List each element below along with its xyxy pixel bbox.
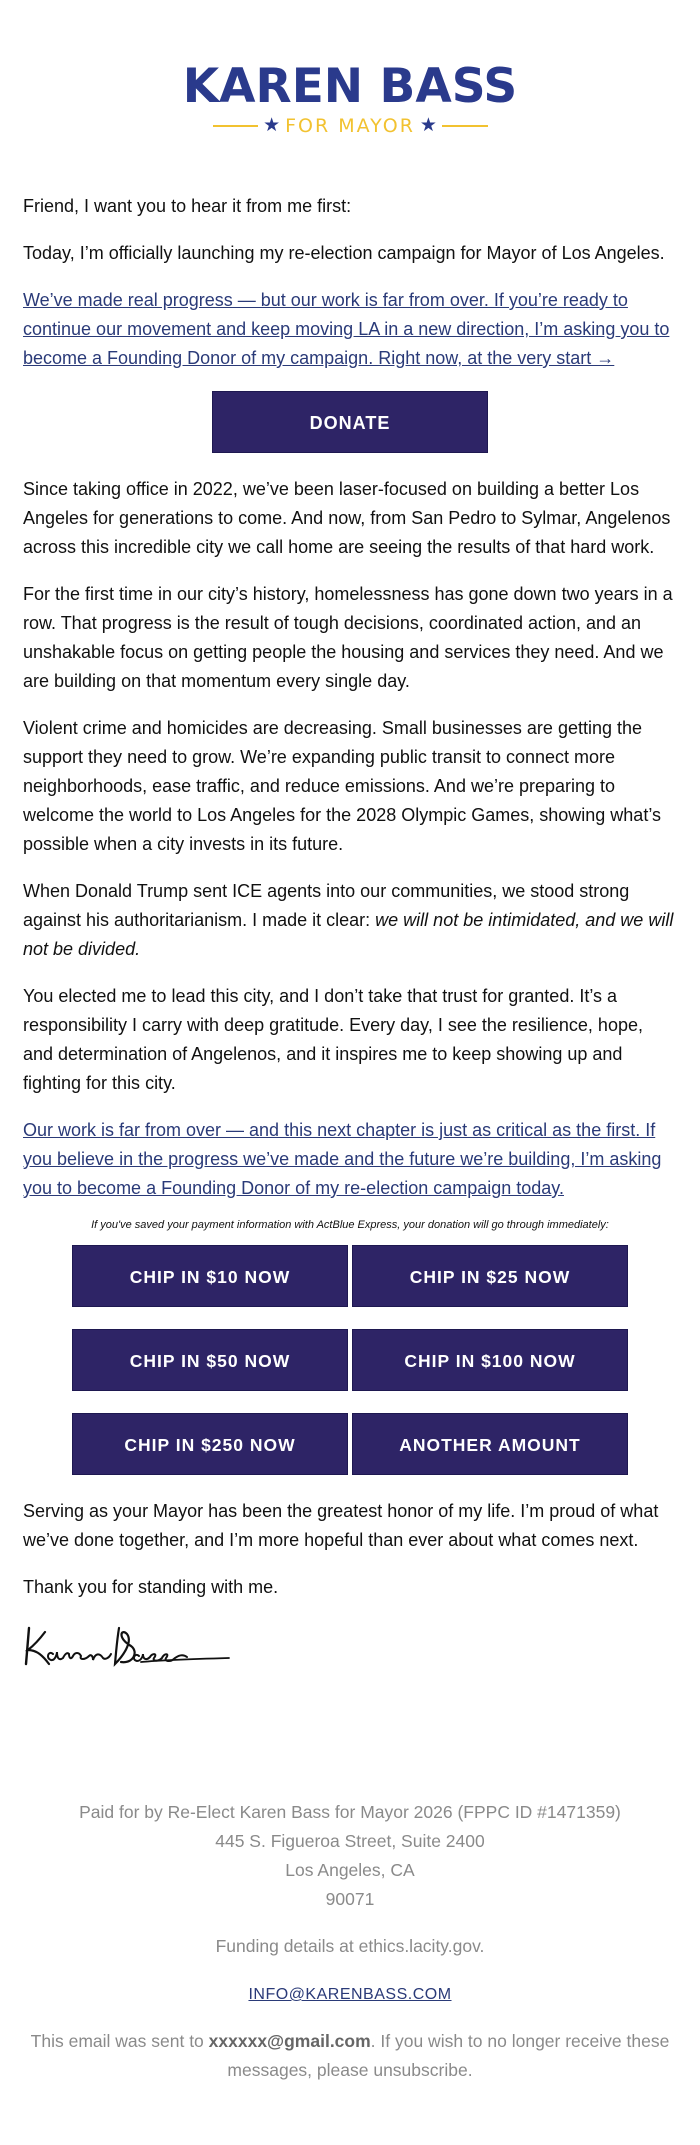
- star-icon: ★: [419, 115, 437, 136]
- chip-in-10-button[interactable]: CHIP IN $10 NOW: [72, 1245, 348, 1307]
- donate-button[interactable]: DONATE: [212, 391, 488, 453]
- contact-email-link[interactable]: INFO@KARENBASS.COM: [248, 1986, 452, 2003]
- address-zip: 90071: [325, 1889, 375, 1909]
- greeting: Friend, I want you to hear it from me first:: [23, 196, 352, 216]
- paragraph-elected: You elected me to lead this city, and I don’t take that trust for granted. It’s a responsibility I carry with deep gratitude. Every day, I see the resilience, hope, and determination of Angelenos, and it inspires me to keep showing up and fighting for this city.: [23, 986, 643, 1093]
- paragraph-trump-emphasis: we will not be intimidated, and we will not be divided.: [23, 910, 674, 959]
- address-line-1: 445 S. Figueroa Street, Suite 2400: [215, 1831, 485, 1851]
- logo-right-rule: [442, 125, 488, 127]
- logo-subtitle-row: [213, 114, 488, 138]
- email-body: [23, 192, 677, 1672]
- paragraph-thanks: Thank you for standing with me.: [23, 1577, 279, 1597]
- chip-in-250-button[interactable]: CHIP IN $250 NOW: [72, 1413, 348, 1475]
- chip-in-25-button[interactable]: CHIP IN $25 NOW: [352, 1245, 628, 1307]
- another-amount-button[interactable]: ANOTHER AMOUNT: [352, 1413, 628, 1475]
- signature: [23, 1620, 677, 1672]
- campaign-logo: [0, 59, 700, 138]
- logo-name: KAREN BASS: [182, 59, 518, 114]
- paragraph-crime: Violent crime and homicides are decreasing. Small businesses are getting the support they need to grow. We’re expanding public transit to connect more neighborhoods, ease traffic, and reduce emissions. And we’re preparing to welcome the world to Los Angeles for the 2028 Olympic Games, showing what’s possible when a city invests in its future.: [23, 718, 661, 854]
- star-icon: ★: [263, 115, 281, 136]
- actblue-note: If you've saved your payment information with ActBlue Express, your donation will go through immediately:: [91, 1219, 609, 1231]
- chip-in-50-button[interactable]: CHIP IN $50 NOW: [72, 1329, 348, 1391]
- paragraph-homelessness: For the first time in our city’s history, homelessness has gone down two years in a row. That progress is the result of tough decisions, coordinated action, and an unshakable focus on getting people the housing and services they need. And we are building on that momentum every single day.: [23, 584, 673, 691]
- paragraph-trump-text: When Donald Trump sent ICE agents into our communities, we stood strong against his authoritarianism. I made it clear:: [23, 881, 630, 930]
- paid-for-line: Paid for by Re-Elect Karen Bass for Mayor 2026 (FPPC ID #1471359): [79, 1802, 621, 1822]
- logo-left-rule: [213, 125, 259, 127]
- funding-details: Funding details at ethics.lacity.gov.: [215, 1936, 485, 1956]
- address-line-2: Los Angeles, CA: [285, 1860, 415, 1880]
- footer: [23, 1798, 677, 2085]
- sent-to-prefix: This email was sent to: [30, 2031, 209, 2051]
- sent-to-notice: [23, 2027, 677, 2085]
- chip-in-100-button[interactable]: CHIP IN $100 NOW: [352, 1329, 628, 1391]
- founding-donor-link[interactable]: We’ve made real progress — but our work is far from over. If you’re ready to continue our movement and keep moving LA in a new direction, I’m asking you to become a Founding Donor of my campaign. Right now, at the very start →: [23, 290, 670, 368]
- paragraph-launch: Today, I’m officially launching my re-election campaign for Mayor of Los Angeles.: [23, 243, 665, 263]
- paragraph-office: Since taking office in 2022, we’ve been laser-focused on building a better Los Angeles for generations to come. And now, from San Pedro to Sylmar, Angelenos across this incredible city we call home are seeing the results of that hard work.: [23, 479, 671, 557]
- paragraph-trump: [23, 877, 677, 964]
- reelection-donor-link[interactable]: Our work is far from over — and this next chapter is just as critical as the first. If you believe in the progress we’ve made and the future we’re building, I’m asking you to become a Founding Donor of my re-election campaign today.: [23, 1120, 662, 1198]
- recipient-email: xxxxxx@gmail.com: [208, 2031, 371, 2051]
- signature-image: [23, 1620, 233, 1672]
- chip-in-grid: [72, 1245, 628, 1475]
- unsubscribe-text[interactable]: . If you wish to no longer receive these messages, please unsubscribe.: [227, 2031, 670, 2080]
- logo-subtitle: FOR MAYOR: [285, 115, 415, 137]
- paragraph-honor: Serving as your Mayor has been the greatest honor of my life. I’m proud of what we’ve done together, and I’m more hopeful than ever about what comes next.: [23, 1501, 659, 1550]
- donate-row: [23, 391, 677, 453]
